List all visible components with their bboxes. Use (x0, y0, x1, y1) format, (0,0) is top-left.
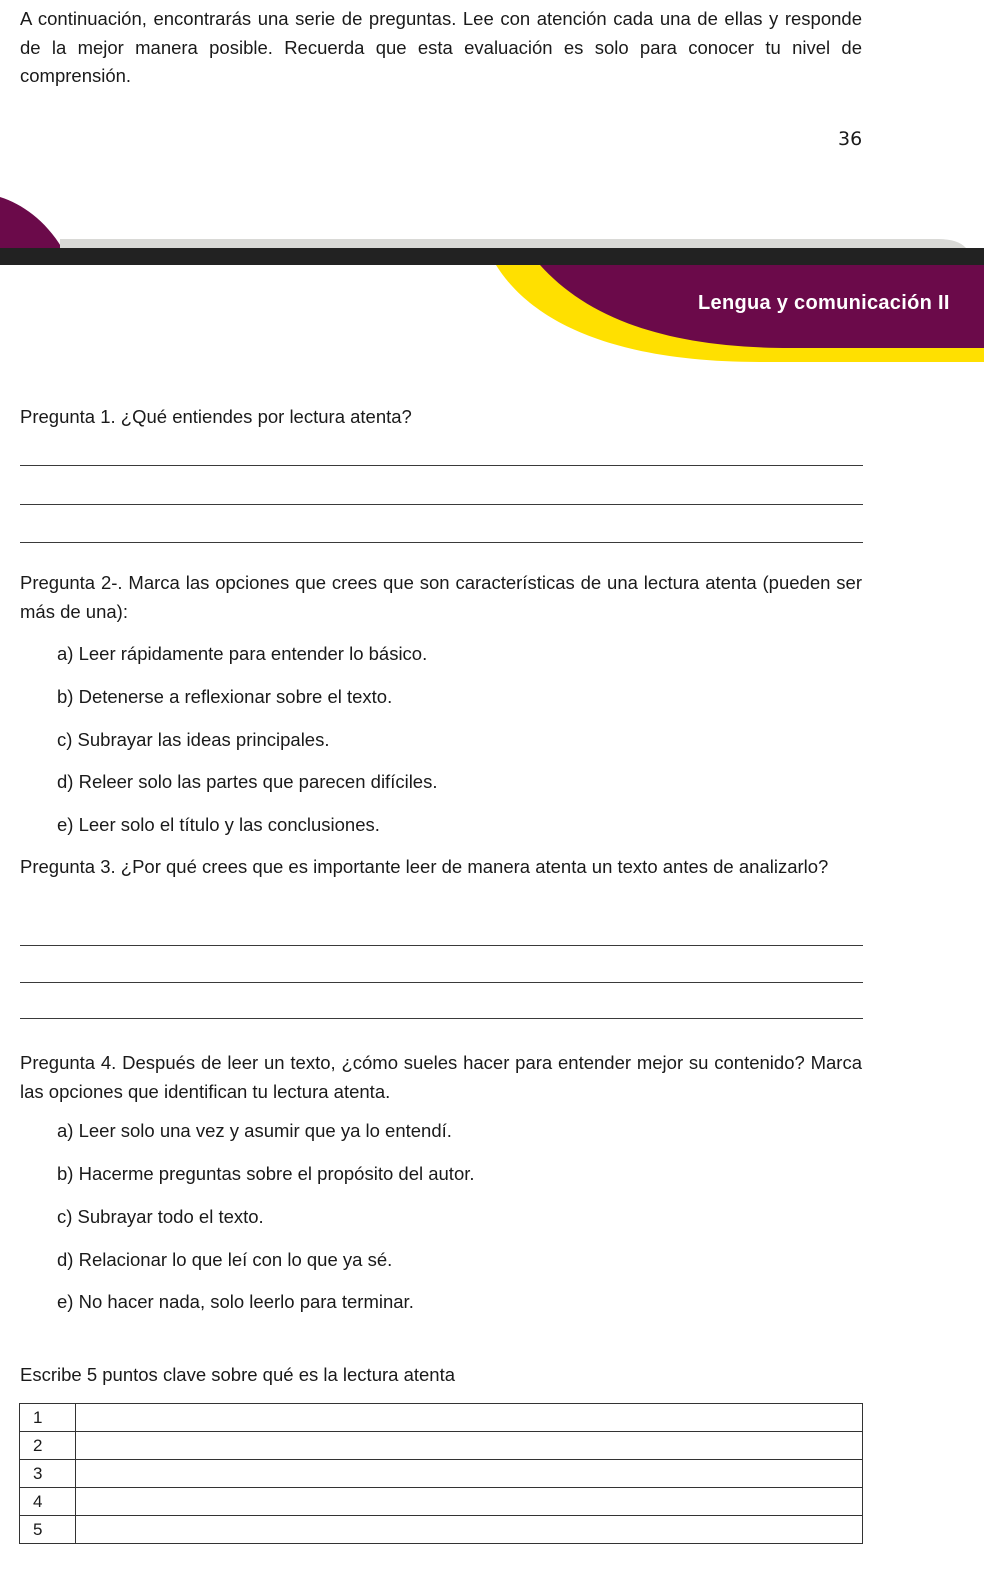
answer-line[interactable] (20, 542, 863, 543)
purple-corner-shape (0, 197, 62, 248)
question-2-option-a[interactable]: a) Leer rápidamente para entender lo básico. (57, 643, 428, 664)
dark-bar (0, 248, 984, 265)
answer-line[interactable] (20, 1018, 863, 1019)
answer-cell[interactable] (76, 1488, 863, 1516)
section-banner (0, 190, 984, 380)
answer-line[interactable] (20, 504, 863, 505)
gray-bar (60, 239, 966, 248)
answer-line[interactable] (20, 945, 863, 946)
question-4: Pregunta 4. Después de leer un texto, ¿cómo sueles hacer para entender mejor su contenido? Marca las opciones que identifican tu lectura atenta. (20, 1052, 862, 1102)
row-number: 5 (20, 1516, 76, 1544)
question-1: Pregunta 1. ¿Qué entiendes por lectura atenta? (20, 406, 412, 427)
row-number: 4 (20, 1488, 76, 1516)
question-2-option-c[interactable]: c) Subrayar las ideas principales. (57, 729, 330, 750)
question-3: Pregunta 3. ¿Por qué crees que es importante leer de manera atenta un texto antes de analizarlo? (20, 856, 829, 877)
row-number: 3 (20, 1460, 76, 1488)
answer-cell[interactable] (76, 1432, 863, 1460)
page-number: 36 (838, 128, 863, 150)
table-row (20, 1460, 863, 1488)
answer-cell[interactable] (76, 1460, 863, 1488)
table-row (20, 1516, 863, 1544)
intro-paragraph: A continuación, encontrarás una serie de preguntas. Lee con atención cada una de ellas y responde de la mejor manera posible. Recuerda que esta evaluación es solo para conocer tu nivel de comprensión. (20, 8, 862, 86)
answer-cell[interactable] (76, 1404, 863, 1432)
key-points-table (19, 1403, 863, 1544)
question-4-option-a[interactable]: a) Leer solo una vez y asumir que ya lo entendí. (57, 1120, 452, 1141)
key-points-prompt: Escribe 5 puntos clave sobre qué es la lectura atenta (20, 1364, 456, 1385)
question-4-option-b[interactable]: b) Hacerme preguntas sobre el propósito del autor. (57, 1163, 475, 1184)
question-2-option-b[interactable]: b) Detenerse a reflexionar sobre el texto. (57, 686, 393, 707)
question-4-option-d[interactable]: d) Relacionar lo que leí con lo que ya sé. (57, 1249, 393, 1270)
row-number: 2 (20, 1432, 76, 1460)
answer-line[interactable] (20, 982, 863, 983)
answer-line[interactable] (20, 465, 863, 466)
question-4-option-e[interactable]: e) No hacer nada, solo leerlo para terminar. (57, 1291, 414, 1312)
table-row (20, 1432, 863, 1460)
table-row (20, 1404, 863, 1432)
table-row (20, 1488, 863, 1516)
answer-cell[interactable] (76, 1516, 863, 1544)
section-title: Lengua y comunicación II (698, 292, 950, 314)
question-2-option-e[interactable]: e) Leer solo el título y las conclusiones. (57, 814, 380, 835)
question-2: Pregunta 2-. Marca las opciones que crees que son características de una lectura atenta (pueden ser más de una): (20, 572, 862, 622)
question-4-option-c[interactable]: c) Subrayar todo el texto. (57, 1206, 264, 1227)
question-2-option-d[interactable]: d) Releer solo las partes que parecen difíciles. (57, 771, 438, 792)
row-number: 1 (20, 1404, 76, 1432)
